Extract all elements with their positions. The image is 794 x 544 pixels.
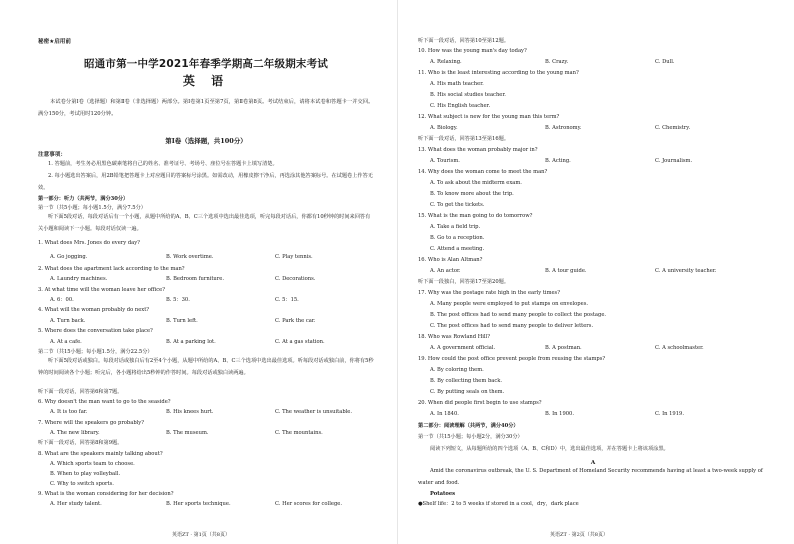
q5-option-b: B. At a parking lot. [166, 339, 216, 345]
dialogue-8-9-instruction: 听下面一段对话，回答第8和第9题。 [38, 440, 123, 446]
q14-option-b: B. To know more about the trip. [430, 191, 514, 197]
section-1-heading: 第一节（共5小题；每小题1.5分，满分7.5分） [38, 205, 146, 211]
q8-option-b: B. When to play volleyball. [50, 471, 121, 477]
question-18: 18. Who was Rowland Hill? [418, 334, 491, 340]
q18-option-c: C. A schoolmaster. [655, 345, 704, 351]
q13-option-c: C. Journalism. [655, 158, 693, 164]
question-6: 6. Why doesn't the man want to go to the seaside? [38, 399, 171, 405]
q9-option-c: C. Her scores for college. [275, 501, 342, 507]
q1-option-a: A. Go jogging. [50, 254, 88, 260]
q9-option-a: A. Her study talent. [50, 501, 102, 507]
question-9: 9. What is the woman considering for her decision? [38, 491, 174, 497]
q18-option-b: B. A postman. [545, 345, 582, 351]
q14-option-a: A. To ask about the midterm exam. [430, 180, 522, 186]
note-1: 1. 答题前，考生务必用黑色碳素笔将自己的姓名、准考证号、考场号、座位号在答题卡上填写清楚。 [48, 161, 278, 167]
q6-option-a: A. It is too far. [50, 409, 88, 415]
page-1-footer: 英语ZT · 第1页（共8页） [172, 532, 230, 538]
q7-option-c: C. The mountains. [275, 430, 323, 436]
q11-option-c: C. His English teacher. [430, 103, 491, 109]
reading-section-1-heading: 第一节（共15小题；每小题2分，满分30分） [418, 434, 523, 440]
q2-option-b: B. Bedroom furniture. [166, 276, 224, 282]
question-8: 8. What are the speakers mainly talking about? [38, 451, 163, 457]
q10-option-b: B. Crazy. [545, 59, 569, 65]
q14-option-c: C. To get the tickets. [430, 202, 485, 208]
question-4: 4. What will the woman probably do next? [38, 307, 150, 313]
question-20: 20. When did people first begin to use stamps? [418, 400, 542, 406]
section-2-instructions: 听下面5段对话或独白。每段对话或独白后有2至4个小题，从题中所给的A、B、C三个选项中选出最佳选项。听每段对话或独白前，你将有5秒钟的时间阅读各个小题；听完后，各小题将给出5秒钟的作答时间。每段对话或独白读两遍。 [38, 358, 374, 376]
q20-option-b: B. In 1900. [545, 411, 574, 417]
question-7: 7. Where will the speakers go probably? [38, 420, 145, 426]
q17-option-b: B. The post offices had to send many people to collect the postage. [430, 312, 607, 318]
q3-option-a: A. 6：00. [50, 297, 74, 303]
q12-option-c: C. Chemistry. [655, 125, 691, 131]
q4-option-c: C. Park the car. [275, 318, 316, 324]
q9-option-b: B. Her sports technique. [166, 501, 231, 507]
q18-option-a: A. A government official. [430, 345, 496, 351]
monologue-17-20-instruction: 听下面一段独白，回答第17至第20题。 [418, 279, 510, 285]
q19-option-a: A. By coloring them. [430, 367, 484, 373]
question-17: 17. Why was the postage rate high in the early times? [418, 290, 561, 296]
question-10: 10. How was the young man's day today? [418, 48, 527, 54]
question-13: 13. What does the woman probably major in? [418, 147, 538, 153]
question-3: 3. At what time will the woman leave her office? [38, 287, 165, 293]
q4-option-a: A. Turn back. [50, 318, 86, 324]
question-15: 15. What is the man going to do tomorrow? [418, 213, 533, 219]
confidential-label: 秘密★启用前 [38, 39, 71, 45]
volume-1-title: 第Ⅰ卷（选择题，共100分） [165, 137, 247, 145]
q11-option-b: B. His social studies teacher. [430, 92, 506, 98]
article-a-label: A [590, 460, 596, 466]
exam-title: 昭通市第一中学2021年春季学期高二年级期末考试 [83, 58, 329, 70]
dialogue-13-16-instruction: 听下面一段对话，回答第13至第16题。 [418, 136, 510, 142]
q17-option-c: C. The post offices had to send many people to deliver letters. [430, 323, 594, 329]
section-2-heading: 第二节（共15小题；每小题1.5分，满分22.5分） [38, 349, 153, 355]
notes-title: 注意事项： [38, 152, 66, 158]
exam-intro: 本试卷分第Ⅰ卷（选择题）和第Ⅱ卷（非选择题）两部分。第Ⅰ卷第1页至第7页，第Ⅱ卷第8页。考试结束后，请将本试卷和答题卡一并交回。满分150分，考试用时120分钟。 [38, 99, 374, 117]
dialogue-6-7-instruction: 听下面一段对话，回答第6和第7题。 [38, 389, 123, 395]
subject-title: 英 语 [182, 74, 230, 88]
q20-option-c: C. In 1919. [655, 411, 684, 417]
q5-option-c: C. At a gas station. [275, 339, 325, 345]
question-5: 5. Where does the conversation take place? [38, 328, 153, 334]
note-2: 2. 每小题选出答案后，用2B铅笔把答题卡上对应题目的答案标号涂黑。如需改动，用橡皮擦干净后，再选涂其他答案标号。在试题卷上作答无效。 [38, 173, 373, 191]
q7-option-a: A. The new library. [50, 430, 100, 436]
q6-option-c: C. The weather is unsuitable. [275, 409, 353, 415]
q2-option-c: C. Decorations. [275, 276, 316, 282]
q3-option-b: B. 5：30. [166, 297, 190, 303]
question-16: 16. Who is Alan Altman? [418, 257, 483, 263]
q15-option-a: A. Take a field trip. [430, 224, 481, 230]
question-2: 2. What does the apartment lack according to the man? [38, 266, 185, 272]
q17-option-a: A. Many people were employed to put stamps on envelopes. [430, 301, 589, 307]
question-1: 1. What does Mrs. Jones do every day? [38, 240, 140, 246]
q11-option-a: A. His math teacher. [430, 81, 484, 87]
q6-option-b: B. His knees hurt. [166, 409, 214, 415]
q16-option-c: C. A university teacher. [655, 268, 717, 274]
q16-option-b: B. A tour guide. [545, 268, 587, 274]
q8-option-a: A. Which sports team to choose. [50, 461, 135, 467]
q15-option-c: C. Attend a meeting. [430, 246, 485, 252]
part-1-heading: 第一部分：听力（共两节，满分30分） [38, 196, 129, 202]
article-a-shelf-life: ●Shelf life：2 to 5 weeks if stored in a cool，dry，dark place [418, 501, 579, 507]
q12-option-a: A. Biology. [430, 125, 458, 131]
q5-option-a: A. At a cafe. [50, 339, 82, 345]
q7-option-b: B. The museum. [166, 430, 209, 436]
q10-option-c: C. Dull. [655, 59, 675, 65]
q20-option-a: A. In 1840. [430, 411, 459, 417]
q19-option-b: B. By collecting them back. [430, 378, 503, 384]
article-a-subheading: Potatoes [430, 491, 456, 497]
q3-option-c: C. 5：15. [275, 297, 299, 303]
q13-option-b: B. Acting. [545, 158, 571, 164]
page-2-footer: 英语ZT · 第2页（共8页） [550, 532, 608, 538]
question-11: 11. Who is the least interesting according to the young man? [418, 70, 579, 76]
part-2-heading: 第二部分：阅读理解（共两节，满分40分） [418, 423, 519, 429]
q15-option-b: B. Go to a reception. [430, 235, 485, 241]
q13-option-a: A. Tourism. [430, 158, 460, 164]
dialogue-10-12-instruction: 听下面一段对话，回答第10至第12题。 [418, 38, 510, 44]
q19-option-c: C. By putting seals on them. [430, 389, 505, 395]
reading-instructions: 阅读下列短文，从每题所给的四个选项（A、B、C和D）中，选出最佳选项，并在答题卡上将该项涂黑。 [430, 446, 669, 452]
q1-option-c: C. Play tennis. [275, 254, 313, 260]
article-a-paragraph-1: Amid the coronavirus outbreak, the U. S. Department of Homeland Security recommends having at least a two-week supply of water and food. [418, 468, 763, 486]
question-14: 14. Why does the woman come to meet the man? [418, 169, 548, 175]
q4-option-b: B. Turn left. [166, 318, 198, 324]
q12-option-b: B. Astronomy. [545, 125, 582, 131]
q2-option-a: A. Laundry machines. [50, 276, 108, 282]
question-12: 12. What subject is new for the young man this term? [418, 114, 560, 120]
q8-option-c: C. Why to switch sports. [50, 481, 114, 487]
section-1-instructions: 听下面5段对话，每段对话后有一个小题，从题中所给的A、B、C三个选项中选出最佳选项，听完每段对话后，你都有10秒钟的时间来回答有关小题和阅读下一小题。每段对话仅读一遍。 [38, 214, 371, 232]
q1-option-b: B. Work overtime. [166, 254, 214, 260]
q10-option-a: A. Relaxing. [430, 59, 462, 65]
question-19: 19. How could the post office prevent people from reusing the stamps? [418, 356, 606, 362]
q16-option-a: A. An actor. [430, 268, 461, 274]
